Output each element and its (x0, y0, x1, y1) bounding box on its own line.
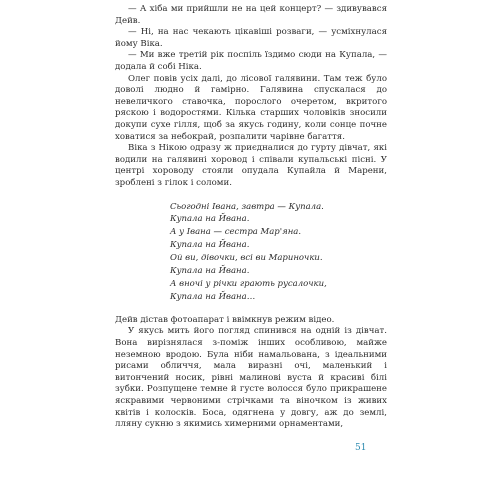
narrative-paragraph-camera: Дейв дістав фотоапарат і ввімкнув режим відео. (115, 314, 335, 325)
narrative-paragraph-girl: У якусь мить його погляд спинився на одній із дівчат. Вона вирізнялася з-поміж інших особливою, майже неземною вродою. Була ніби намальована, з ідеальними рисами обличчя, мала виразні очі, маленький і витончений носик, рівні малинові вуста й красиві білі зубки. Розпущене темне й густе волосся було прикрашене яскравими червоними стрічками та віночком із живих квітів і колосків. Боса, одягнена у довгу, аж до землі, лляну сукню з якимись химерними орнаментами, (115, 326, 387, 430)
main-text (115, 4, 387, 431)
dialogue-line-3: — Ми вже третій рік поспіль їздимо сюди на Купала, — додала й собі Ніка. (115, 50, 387, 72)
dialogue-line-1: — А хіба ми прийшли не на цей концерт? — здивувався Дейв. (115, 4, 387, 26)
dialogue-line-2: — Ні, на нас чекають цікавіші розваги, — усміхнулася йому Віка. (115, 27, 387, 49)
verse-line: А у Івана — сестра Мар'яна. (170, 227, 302, 238)
verse-line: Купала на Йвана. (170, 214, 250, 225)
narrative-paragraph-khorovod: Віка з Нікою одразу ж приєдналися до гурту дівчат, які водили на галявині хоровод і співали купальські пісні. У центрі хороводу стояли опудала Купайла й Марени, зроблені з гілок і соломи. (115, 143, 387, 188)
verse-line: Ой ви, дівочки, всі ви Мариночки. (170, 253, 323, 264)
song-verse (170, 201, 387, 304)
page-number: 51 (355, 443, 367, 453)
verse-line: А вночі у річки грають русалочки, (170, 278, 327, 289)
spacer (115, 304, 387, 315)
verse-line: Сьогодні Івана, завтра — Купала. (170, 201, 324, 212)
narrative-paragraph-glade: Олег повів усіх далі, до лісової галявини. Там теж було доволі людно й гамірно. Галявина спускалася до невеличкого ставочка, порослого очеретом, вкритого ряскою і водоростями. Кілька старших чоловіків зносили докупи сухе гілля, щоб за якусь годину, коли сонце почне ховатися за небокрай, розпалити чарівне багаття. (115, 73, 387, 142)
spacer (115, 190, 387, 201)
verse-line: Купала на Йвана. (170, 266, 250, 277)
verse-line: Купала на Йвана… (170, 291, 256, 302)
verse-line: Купала на Йвана. (170, 240, 250, 251)
